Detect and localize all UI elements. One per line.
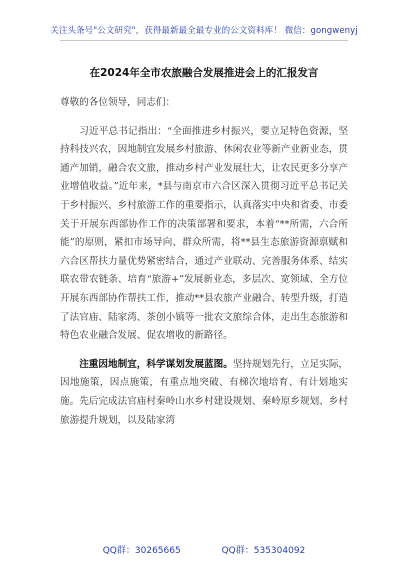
paragraph-2-text: 坚持规划先行，立足实际，因地施策，因点施策，有重点地突破、有梯次地培育、有计划地实施。先后完成法官庙村秦岭山水乡村建设规划、秦岭原乡规划、乡村旅游提升规划，以及陆家湾 (60, 358, 349, 426)
header-note: 关注头条号"公文研究"，获得最新最全最专业的公文资料库！ 微信：gongwenyj (50, 26, 358, 36)
salutation: 尊敬的各位领导，同志们： (60, 97, 176, 108)
footer-qq-1: QQ群：30265665 (102, 546, 181, 556)
paragraph-1: 习近平总书记指出：“全面推进乡村振兴，要立足特色资源，坚持科技兴农，因地制宜发展乡村旅游、休闲农业等新产业新业态，贯通产加销，融合农文旅，推动乡村产业发展壮大，让农民更多分享产业增值收益。”近年来，*县与南京市六合区深入贯彻习近平总书记关于乡村振兴、乡村旅游工作的重要指示，认真落实中央和省委、市委关于开展东西部协作工作的决策部署和要求，本着“**所需，六合所能”的原则，紧扣市场导向、群众所需，将**县生态旅游资源禀赋和六合区帮扶力量优势紧密结合，通过产业联动、完善服务体系、结实联农带农链条、培育“旅游+”发展新业态，多层次、宽领域、全方位开展东西部协作帮扶工作，推动**县农旅产业融合、转型升级，打造了法官庙、陆家湾、茶创小镇等一批农文旅综合体，走出生态旅游和特色农业融合发展、促农增收的新路径。 (60, 125, 348, 342)
document-body (60, 94, 348, 430)
footer-qq-2: QQ群：535304092 (221, 546, 306, 556)
footer (0, 543, 408, 556)
header-divider (60, 40, 348, 41)
paragraph-2 (60, 356, 348, 430)
paragraph-2-lead: 注重因地制宜，科学谋划发展蓝图。 (79, 358, 233, 370)
document-title: 在2024年全市农旅融合发展推进会上的汇报发言 (89, 67, 319, 79)
